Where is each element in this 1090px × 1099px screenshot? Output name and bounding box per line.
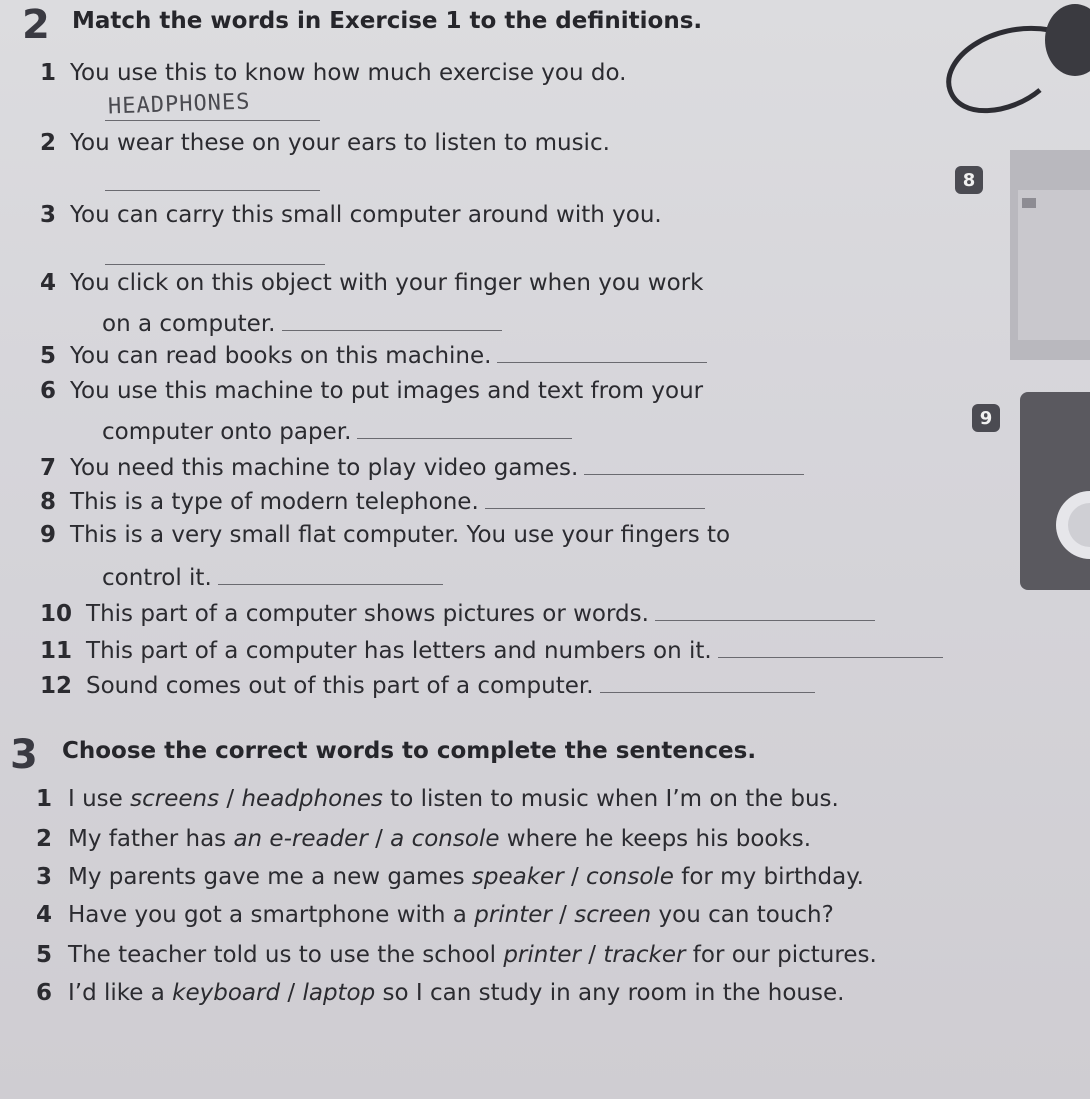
picture-badge-9: 9	[972, 404, 1000, 432]
exercise-3-number: 3	[10, 732, 38, 778]
ex3-item-1: 1 I use screens / headphones to listen to music when I’m on the bus.	[36, 786, 839, 812]
ex2-item-4-cont: on a computer.	[102, 310, 502, 337]
ex3-option[interactable]: tracker	[603, 942, 686, 968]
ex3-item-4: 4 Have you got a smartphone with a printer / screen you can touch?	[36, 902, 834, 928]
ex2-item-4: 4 You click on this object with your finger when you work	[40, 270, 704, 296]
ex2-item-3: 3 You can carry this small computer around with you.	[40, 202, 662, 228]
answer-blank-12[interactable]	[600, 672, 815, 693]
answer-blank-1[interactable]	[105, 100, 320, 121]
ex2-item-5: 5 You can read books on this machine.	[40, 342, 707, 369]
ex2-item-1: 1 You use this to know how much exercise you do.	[40, 60, 627, 86]
answer-blank-10[interactable]	[655, 600, 875, 621]
ex3-option[interactable]: console	[586, 864, 674, 890]
answer-blank-6[interactable]	[357, 418, 572, 439]
ex2-item-6-cont: computer onto paper.	[102, 418, 572, 445]
ex3-option[interactable]: a console	[390, 826, 500, 852]
answer-blank-3[interactable]	[105, 244, 325, 265]
ex2-item-12: 12 Sound comes out of this part of a computer.	[40, 672, 815, 699]
ex3-option[interactable]: screens	[130, 786, 220, 812]
ex2-item-2: 2 You wear these on your ears to listen to music.	[40, 130, 610, 156]
ex2-item-7: 7 You need this machine to play video games.	[40, 454, 804, 481]
answer-blank-11[interactable]	[718, 637, 943, 658]
ex3-item-3: 3 My parents gave me a new games speaker / console for my birthday.	[36, 864, 864, 890]
ex3-item-6: 6 I’d like a keyboard / laptop so I can study in any room in the house.	[36, 980, 845, 1006]
ex3-item-2: 2 My father has an e-reader / a console where he keeps his books.	[36, 826, 812, 852]
ex3-option[interactable]: screen	[574, 902, 652, 928]
ex2-item-9-cont: control it.	[102, 564, 443, 591]
answer-blank-9[interactable]	[218, 564, 443, 585]
device-picture	[1020, 392, 1090, 590]
e-reader-picture	[1010, 150, 1090, 360]
ex2-item-11: 11 This part of a computer has letters and numbers on it.	[40, 637, 943, 664]
answer-blank-8[interactable]	[485, 488, 705, 509]
ex2-item-6: 6 You use this machine to put images and text from your	[40, 378, 704, 404]
ex3-option[interactable]: keyboard	[172, 980, 281, 1006]
ex3-option[interactable]: an e-reader	[233, 826, 368, 852]
answer-blank-5[interactable]	[497, 342, 707, 363]
mouse-cable-icon	[949, 28, 1050, 110]
ex3-option[interactable]: speaker	[471, 864, 564, 890]
ex2-item-9: 9 This is a very small flat computer. You use your fingers to	[40, 522, 731, 548]
ex2-item-10: 10 This part of a computer shows pictures or words.	[40, 600, 875, 627]
ex3-option[interactable]: printer	[503, 942, 581, 968]
mouse-icon	[1045, 4, 1090, 76]
answer-blank-2[interactable]	[105, 170, 320, 191]
exercise-2-heading: Match the words in Exercise 1 to the definitions.	[72, 8, 703, 34]
exercise-2-number: 2	[22, 2, 50, 48]
ex2-item-8: 8 This is a type of modern telephone.	[40, 488, 705, 515]
answer-blank-7[interactable]	[584, 454, 804, 475]
ex3-option[interactable]: printer	[474, 902, 552, 928]
handwritten-answer-1: HEADPHONES	[107, 89, 251, 120]
ex3-option[interactable]: laptop	[302, 980, 376, 1006]
ex3-item-5: 5 The teacher told us to use the school printer / tracker for our pictures.	[36, 942, 877, 968]
picture-badge-8: 8	[955, 166, 983, 194]
answer-blank-4[interactable]	[282, 310, 502, 331]
ex3-option[interactable]: headphones	[241, 786, 383, 812]
exercise-3-heading: Choose the correct words to complete the sentences.	[62, 738, 757, 764]
